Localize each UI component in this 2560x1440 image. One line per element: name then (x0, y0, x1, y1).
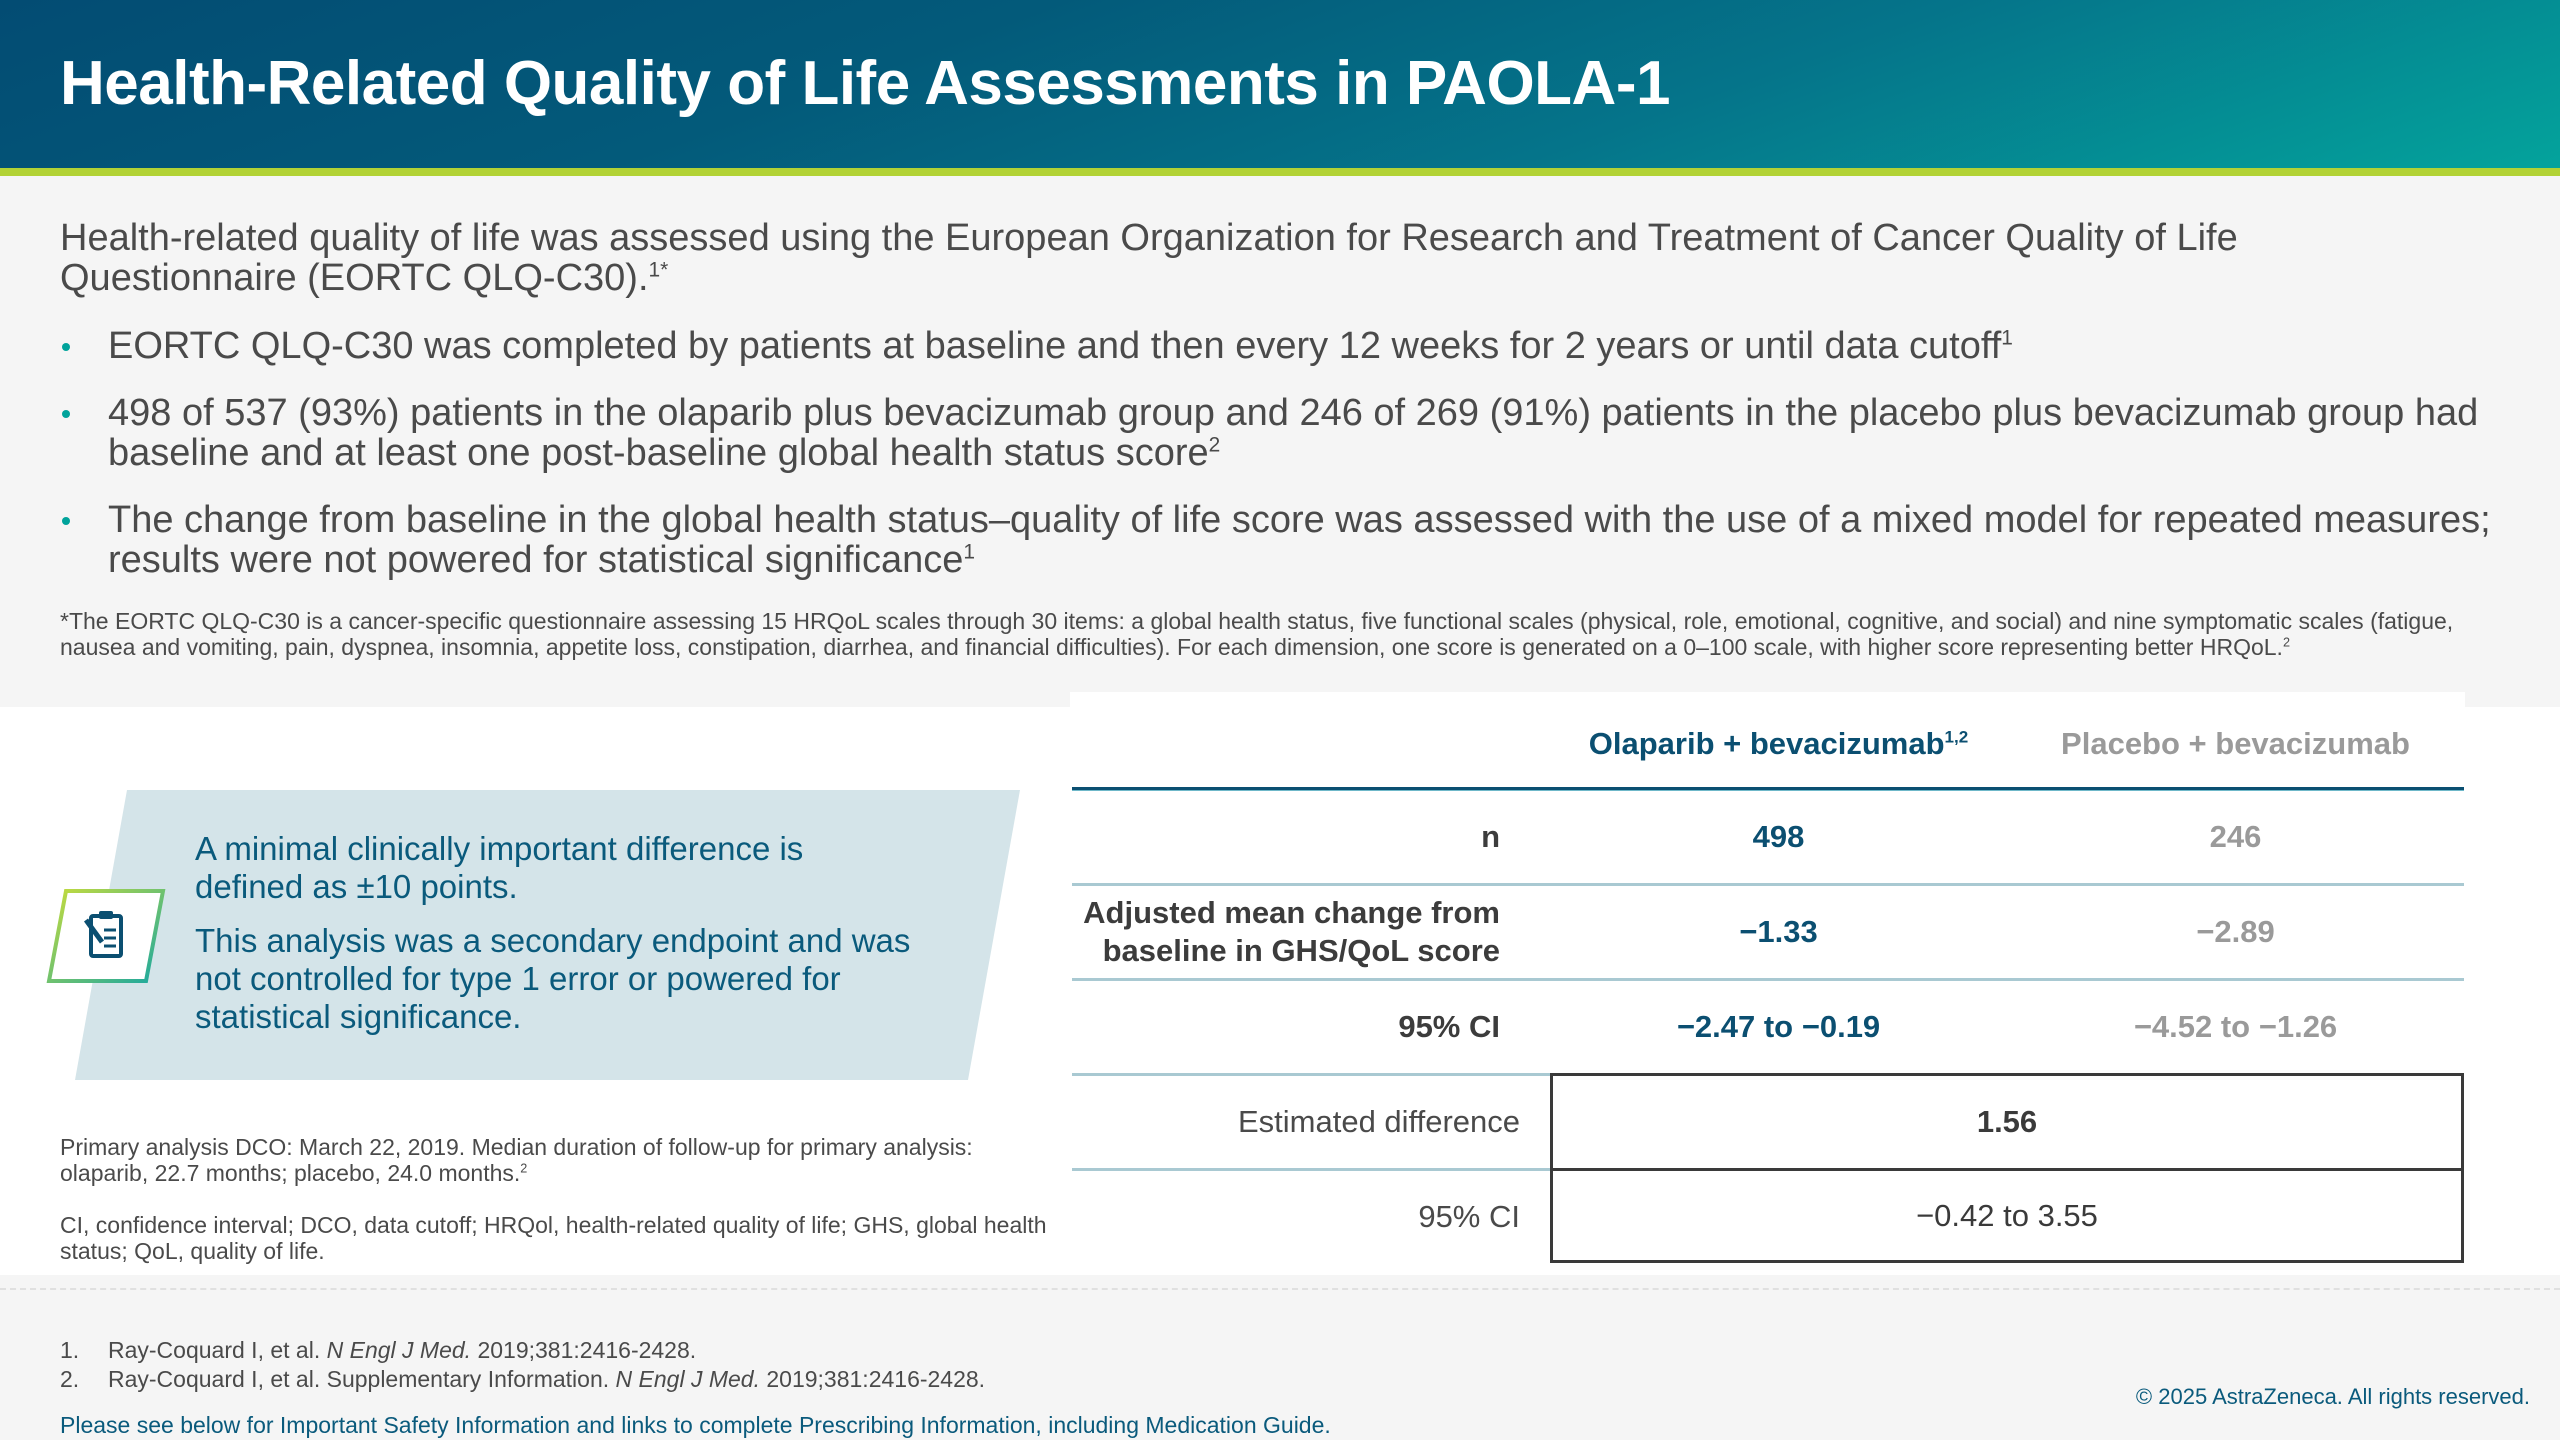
cell-olaparib: −2.47 to −0.19 (1676, 1009, 1881, 1044)
reference-item (60, 1336, 1860, 1365)
bullet-item (60, 393, 2500, 473)
bullet-sup: 1 (2001, 326, 2013, 350)
bullet-item (60, 326, 2500, 366)
difference-value-row (1553, 1076, 2461, 1168)
dco-text: Primary analysis DCO: March 22, 2019. Median duration of follow-up for primary analysis: olaparib, 22.7 months; placebo, 24.0 months. (60, 1134, 973, 1186)
column-header-placebo: Placebo + bevacizumab (2061, 725, 2410, 761)
reference-authors: Ray-Coquard I, et al. (108, 1337, 327, 1363)
cell-placebo: −2.89 (2196, 914, 2275, 949)
reference-item (60, 1365, 1860, 1394)
reference-text (108, 1336, 696, 1365)
bullet-text: 498 of 537 (93%) patients in the olaparib plus bevacizumab group and 246 of 269 (91%) patients in the placebo plus bevacizumab group had baseline and at least one post-baseline global health status score (108, 392, 2479, 474)
references-list (60, 1336, 1860, 1394)
difference-section (1072, 1073, 2464, 1265)
abbreviations-note: CI, confidence interval; DCO, data cutoff; HRQol, health-related quality of life; GHS, global health status; QoL, quality of life. (60, 1212, 1047, 1264)
bullet-text: The change from baseline in the global health status–quality of life score was assessed with the use of a mixed model for repeated measures; results were not powered for statistical significance (108, 499, 2491, 581)
row-label: 95% CI (1398, 1009, 1500, 1044)
reference-journal: N Engl J Med. (615, 1366, 760, 1392)
hrqol-results-table (1072, 700, 2464, 1265)
table-row (1072, 886, 2464, 978)
reference-authors: Ray-Coquard I, et al. Supplementary Information. (108, 1366, 616, 1392)
cell-olaparib: 498 (1752, 819, 1805, 854)
callout-text (195, 830, 915, 1052)
row-label: Adjusted mean change from baseline in GHS/QoL score (1083, 895, 1500, 968)
callout-paragraph: This analysis was a secondary endpoint and was not controlled for type 1 error or powered for statistical significance. (195, 922, 911, 1035)
difference-value: 1.56 (1976, 1104, 2038, 1139)
difference-ci-row (1553, 1168, 2461, 1260)
intro-text: Health-related quality of life was assessed using the European Organization for Research and Treatment of Cancer Quality of Life Questionnaire (EORTC QLQ-C30). (60, 217, 2238, 299)
row-label: n (1481, 819, 1500, 854)
dco-note (60, 1134, 1060, 1186)
bullet-sup: 2 (1208, 433, 1221, 457)
reference-number: 2. (60, 1366, 80, 1392)
clipboard-pencil-icon (46, 888, 166, 984)
reference-text (108, 1365, 985, 1394)
bullet-sup: 1 (963, 540, 976, 564)
header-accent-stripe (0, 168, 2560, 176)
header-banner (0, 0, 2560, 168)
copyright-notice: © 2025 AstraZeneca. All rights reserved. (2135, 1384, 2530, 1409)
intro-paragraph (60, 218, 2480, 298)
callout-paragraph: A minimal clinically important difference is defined as ±10 points. (195, 830, 804, 905)
bullet-item (60, 500, 2500, 580)
bullet-text: EORTC QLQ-C30 was completed by patients at baseline and then every 12 weeks for 2 years or until data cutoff (108, 325, 2002, 367)
cell-placebo: 246 (2209, 819, 2262, 854)
difference-label: Estimated difference (1237, 1104, 1520, 1139)
footer-divider (0, 1288, 2560, 1290)
mcid-callout (75, 790, 1020, 1080)
reference-journal: N Engl J Med. (326, 1337, 472, 1363)
difference-ci-label: 95% CI (1418, 1199, 1520, 1234)
cell-olaparib: −1.33 (1739, 914, 1818, 949)
column-header-olaparib (1550, 726, 2007, 762)
reference-number: 1. (60, 1337, 80, 1363)
dco-sup: 2 (520, 1161, 528, 1176)
column-header-sup: 1,2 (1944, 727, 1969, 747)
questionnaire-footnote (60, 608, 2480, 660)
intro-sup: 1* (648, 258, 669, 282)
table-row (1072, 981, 2464, 1073)
page-title: Health-Related Quality of Life Assessments in PAOLA-1 (60, 49, 1670, 118)
column-header-label: Olaparib + bevacizumab (1588, 725, 1945, 761)
reference-citation: 2019;381:2416-2428. (759, 1366, 986, 1392)
table-row (1072, 791, 2464, 883)
cell-placebo: −4.52 to −1.26 (2133, 1009, 2338, 1044)
analysis-notes (60, 1134, 1060, 1290)
table-header-row (1072, 700, 2464, 787)
safety-information-link[interactable]: Please see below for Important Safety Information and links to complete Prescribing Information, including Medication Guide. (60, 1412, 1331, 1438)
bullet-list (60, 326, 2500, 607)
difference-box (1550, 1073, 2464, 1263)
footnote-sup: 2 (2282, 635, 2290, 650)
reference-citation: 2019;381:2416-2428. (471, 1337, 697, 1363)
difference-ci-value: −0.42 to 3.55 (1916, 1197, 2098, 1233)
footnote-text: *The EORTC QLQ-C30 is a cancer-specific questionnaire assessing 15 HRQoL scales through 30 items: a global health status, five functional scales (physical, role, emotional, cognitive, and social) and nine symptomatic scales (fatigue, nausea and vomiting, pain, dyspnea, insomnia, appetite loss, constipation, diarrhea, and financial difficulties). For each dimension, one score is generated on a 0–100 scale, with higher score representing better HRQoL. (60, 608, 2454, 660)
